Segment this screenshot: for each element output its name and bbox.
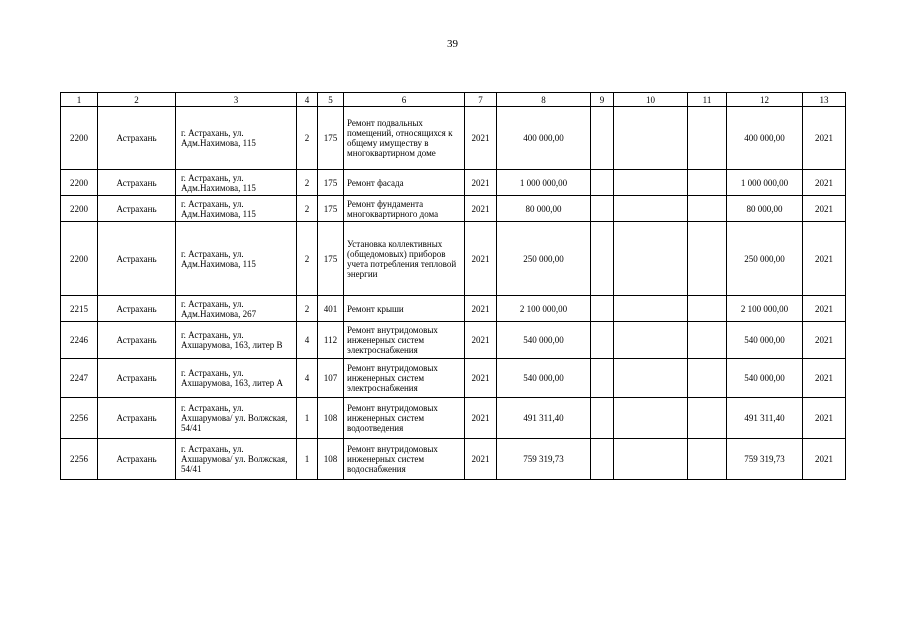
col-10-cell (614, 398, 688, 439)
completion-year-cell: 2021 (803, 296, 846, 322)
total-cost-cell: 250 000,00 (727, 222, 803, 296)
row-id-cell: 2215 (61, 296, 98, 322)
col-10-cell (614, 196, 688, 222)
col-9-cell (591, 107, 614, 170)
col-9-cell (591, 196, 614, 222)
city-cell: Астрахань (98, 107, 176, 170)
row-id-cell: 2247 (61, 359, 98, 398)
total-cost-cell: 540 000,00 (727, 359, 803, 398)
column-header-3: 3 (176, 93, 297, 107)
col-9-cell (591, 296, 614, 322)
apartments-cell: 175 (318, 196, 344, 222)
completion-year-cell: 2021 (803, 359, 846, 398)
capital-repair-table (60, 92, 846, 480)
work-type-cell: Ремонт фасада (344, 170, 465, 196)
column-header-11: 11 (688, 93, 727, 107)
col-11-cell (688, 296, 727, 322)
col-10-cell (614, 322, 688, 359)
column-header-2: 2 (98, 93, 176, 107)
row-id-cell: 2256 (61, 439, 98, 480)
total-cost-cell: 2 100 000,00 (727, 296, 803, 322)
col-11-cell (688, 222, 727, 296)
row-id-cell: 2200 (61, 222, 98, 296)
column-header-12: 12 (727, 93, 803, 107)
col-10-cell (614, 107, 688, 170)
completion-year-cell: 2021 (803, 398, 846, 439)
city-cell: Астрахань (98, 222, 176, 296)
cost-cell: 80 000,00 (497, 196, 591, 222)
completion-year-cell: 2021 (803, 170, 846, 196)
column-header-8: 8 (497, 93, 591, 107)
floors-cell: 2 (297, 107, 318, 170)
work-type-cell: Ремонт внутридомовых инженерных систем водоснабжения (344, 439, 465, 480)
header-row (61, 93, 846, 107)
table-row (61, 222, 846, 296)
year-cell: 2021 (465, 359, 497, 398)
work-type-cell: Ремонт внутридомовых инженерных систем водоотведения (344, 398, 465, 439)
apartments-cell: 401 (318, 296, 344, 322)
city-cell: Астрахань (98, 439, 176, 480)
col-9-cell (591, 398, 614, 439)
address-cell: г. Астрахань, ул. Адм.Нахимова, 115 (176, 107, 297, 170)
year-cell: 2021 (465, 107, 497, 170)
column-header-9: 9 (591, 93, 614, 107)
cost-cell: 400 000,00 (497, 107, 591, 170)
address-cell: г. Астрахань, ул. Адм.Нахимова, 115 (176, 196, 297, 222)
table-row (61, 398, 846, 439)
city-cell: Астрахань (98, 296, 176, 322)
year-cell: 2021 (465, 439, 497, 480)
floors-cell: 2 (297, 222, 318, 296)
col-11-cell (688, 196, 727, 222)
city-cell: Астрахань (98, 196, 176, 222)
total-cost-cell: 759 319,73 (727, 439, 803, 480)
completion-year-cell: 2021 (803, 322, 846, 359)
table-row (61, 170, 846, 196)
completion-year-cell: 2021 (803, 222, 846, 296)
address-cell: г. Астрахань, ул. Адм.Нахимова, 115 (176, 222, 297, 296)
table-row (61, 439, 846, 480)
total-cost-cell: 491 311,40 (727, 398, 803, 439)
col-10-cell (614, 359, 688, 398)
col-9-cell (591, 222, 614, 296)
column-header-5: 5 (318, 93, 344, 107)
col-11-cell (688, 398, 727, 439)
row-id-cell: 2246 (61, 322, 98, 359)
total-cost-cell: 1 000 000,00 (727, 170, 803, 196)
completion-year-cell: 2021 (803, 439, 846, 480)
cost-cell: 540 000,00 (497, 359, 591, 398)
total-cost-cell: 80 000,00 (727, 196, 803, 222)
cost-cell: 1 000 000,00 (497, 170, 591, 196)
column-header-4: 4 (297, 93, 318, 107)
address-cell: г. Астрахань, ул. Адм.Нахимова, 115 (176, 170, 297, 196)
col-11-cell (688, 322, 727, 359)
cost-cell: 2 100 000,00 (497, 296, 591, 322)
col-9-cell (591, 439, 614, 480)
cost-cell: 491 311,40 (497, 398, 591, 439)
year-cell: 2021 (465, 196, 497, 222)
address-cell: г. Астрахань, ул. Ахшарумова, 163, литер А (176, 359, 297, 398)
row-id-cell: 2200 (61, 170, 98, 196)
table-row (61, 322, 846, 359)
col-11-cell (688, 359, 727, 398)
floors-cell: 1 (297, 398, 318, 439)
work-type-cell: Ремонт крыши (344, 296, 465, 322)
year-cell: 2021 (465, 170, 497, 196)
work-type-cell: Ремонт подвальных помещений, относящихся к общему имуществу в многоквартирном доме (344, 107, 465, 170)
page-number: 39 (447, 38, 458, 50)
table-row (61, 196, 846, 222)
floors-cell: 1 (297, 439, 318, 480)
total-cost-cell: 400 000,00 (727, 107, 803, 170)
col-9-cell (591, 359, 614, 398)
floors-cell: 2 (297, 196, 318, 222)
total-cost-cell: 540 000,00 (727, 322, 803, 359)
col-10-cell (614, 170, 688, 196)
completion-year-cell: 2021 (803, 107, 846, 170)
table-body (61, 107, 846, 480)
column-header-1: 1 (61, 93, 98, 107)
col-10-cell (614, 296, 688, 322)
year-cell: 2021 (465, 322, 497, 359)
table-row (61, 359, 846, 398)
city-cell: Астрахань (98, 359, 176, 398)
address-cell: г. Астрахань, ул. Ахшарумова/ ул. Волжская, 54/41 (176, 398, 297, 439)
col-11-cell (688, 107, 727, 170)
apartments-cell: 107 (318, 359, 344, 398)
work-type-cell: Ремонт внутридомовых инженерных систем электроснабжения (344, 322, 465, 359)
col-9-cell (591, 170, 614, 196)
row-id-cell: 2200 (61, 107, 98, 170)
floors-cell: 2 (297, 170, 318, 196)
address-cell: г. Астрахань, ул. Ахшарумова, 163, литер В (176, 322, 297, 359)
floors-cell: 4 (297, 359, 318, 398)
table-row (61, 296, 846, 322)
apartments-cell: 175 (318, 222, 344, 296)
year-cell: 2021 (465, 296, 497, 322)
apartments-cell: 108 (318, 439, 344, 480)
column-header-7: 7 (465, 93, 497, 107)
col-9-cell (591, 322, 614, 359)
work-type-cell: Ремонт внутридомовых инженерных систем электроснабжения (344, 359, 465, 398)
apartments-cell: 175 (318, 107, 344, 170)
completion-year-cell: 2021 (803, 196, 846, 222)
column-header-13: 13 (803, 93, 846, 107)
column-header-6: 6 (344, 93, 465, 107)
cost-cell: 540 000,00 (497, 322, 591, 359)
city-cell: Астрахань (98, 322, 176, 359)
cost-cell: 250 000,00 (497, 222, 591, 296)
column-header-10: 10 (614, 93, 688, 107)
apartments-cell: 108 (318, 398, 344, 439)
address-cell: г. Астрахань, ул. Адм.Нахимова, 267 (176, 296, 297, 322)
row-id-cell: 2256 (61, 398, 98, 439)
year-cell: 2021 (465, 222, 497, 296)
col-11-cell (688, 439, 727, 480)
address-cell: г. Астрахань, ул. Ахшарумова/ ул. Волжская, 54/41 (176, 439, 297, 480)
work-type-cell: Ремонт фундамента многоквартирного дома (344, 196, 465, 222)
table-row (61, 107, 846, 170)
floors-cell: 2 (297, 296, 318, 322)
floors-cell: 4 (297, 322, 318, 359)
work-type-cell: Установка коллективных (общедомовых) приборов учета потребления тепловой энергии (344, 222, 465, 296)
cost-cell: 759 319,73 (497, 439, 591, 480)
apartments-cell: 175 (318, 170, 344, 196)
col-10-cell (614, 222, 688, 296)
city-cell: Астрахань (98, 170, 176, 196)
col-10-cell (614, 439, 688, 480)
city-cell: Астрахань (98, 398, 176, 439)
apartments-cell: 112 (318, 322, 344, 359)
row-id-cell: 2200 (61, 196, 98, 222)
col-11-cell (688, 170, 727, 196)
year-cell: 2021 (465, 398, 497, 439)
